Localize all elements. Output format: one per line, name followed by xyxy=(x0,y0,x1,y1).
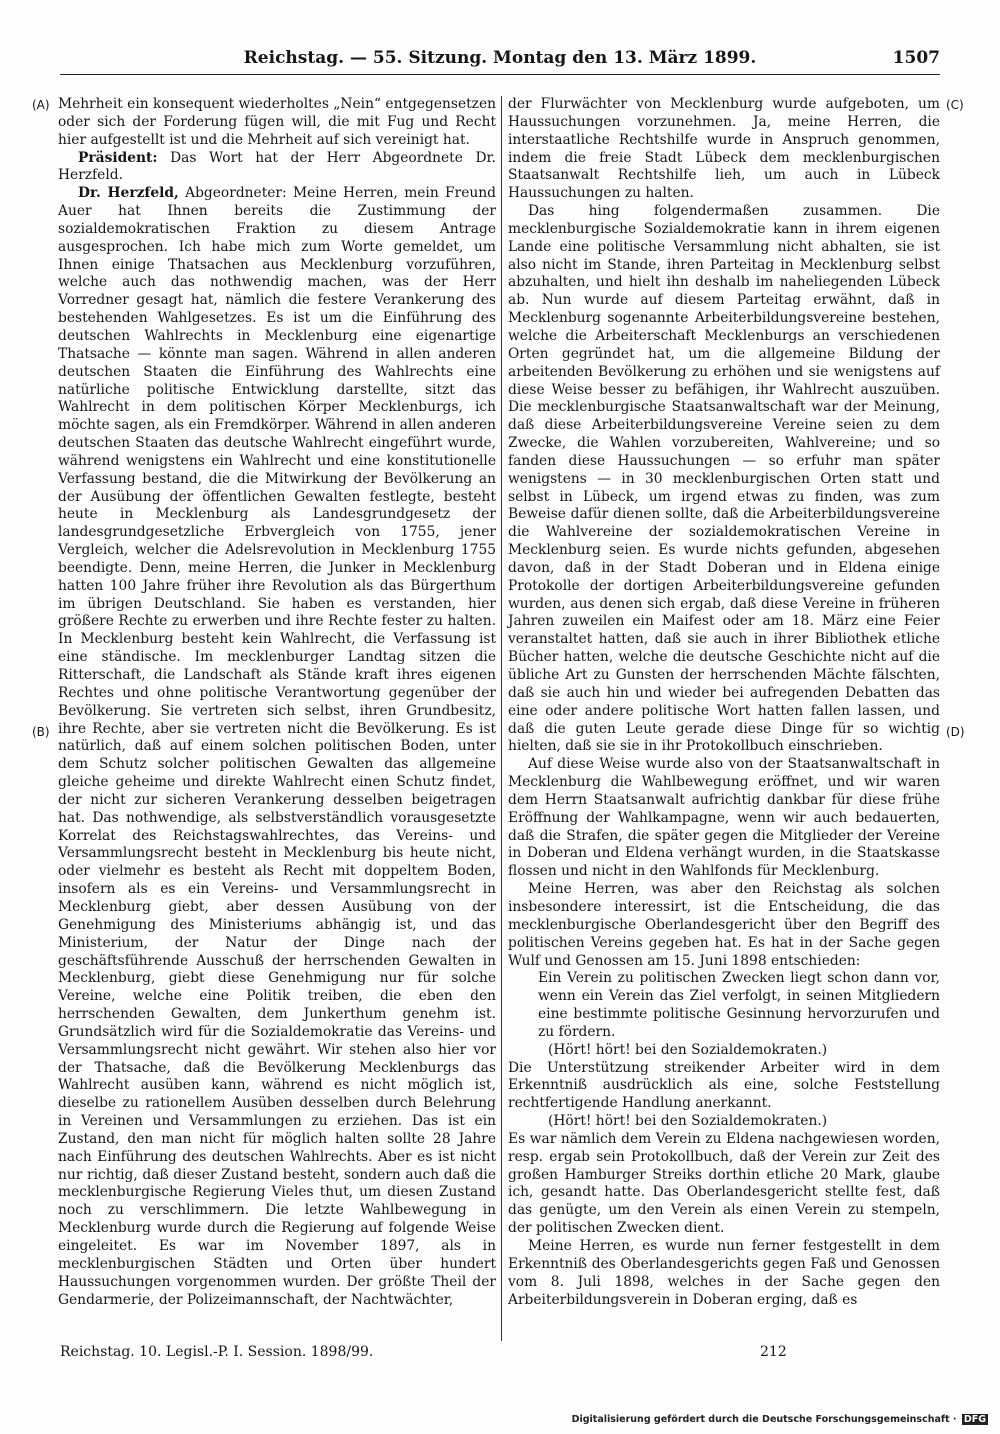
paragraph-text: Auf diese Weise wurde also von der Staatsanwaltschaft in Mecklenburg die Wahlbewegung eröffnet, und wir waren dem Herrn Staatsanwalt aufrichtig dankbar für diese frühe Eröffnung der Wahlkampagne, wenn wir auch bedauerten, daß die Strafen, die später gegen die Mitglieder der Vereine in Doberan und Eldena verhängt wurden, in die Staatskasse flossen und nicht in den Wahlfonds für Mecklenburg. xyxy=(508,756,940,880)
margin-marker-a: (A) xyxy=(32,98,50,112)
paragraph xyxy=(508,1113,940,1131)
running-header xyxy=(60,46,940,72)
paragraph-text: Die Unterstützung streikender Arbeiter wird in dem Erkenntniß ausdrücklich als eine, solche Feststellung rechtfertigende Handlung anerkannt. xyxy=(508,1059,940,1112)
dfg-logo: DFG xyxy=(963,1414,986,1425)
paragraph-text: Es war nämlich dem Verein zu Eldena nachgewiesen worden, resp. ergab sein Protokollbuch, daß der Verein zur Zeit des großen Hamburger Streiks dorthin etliche 20 Mark, glaube ich, gesandt hatte. Das Oberlandesgericht stellte fest, daß das genügte, um den Verein als einen Verein zu stempeln, der politischen Zwecken dient. xyxy=(508,1130,940,1237)
paragraph xyxy=(538,970,940,1041)
paragraph-text: Das hing folgendermaßen zusammen. Die mecklenburgische Sozialdemokratie kann in ihrem eigenen Lande eine politische Versammlung nicht abhalten, sie ist also nicht im Stande, ihren Parteitag in Mecklenburg selbst abzuhalten, und hielt ihn deshalb im naheliegenden Lübeck ab. Nun wurde auf diesem Parteitag erwähnt, daß in Mecklenburg sogenannte Arbeiterbildungsvereine bestehen, welche die Arbeiterschaft Mecklenburgs an verschiedenen Orten gegründet hat, um die allgemeine Bildung der arbeitenden Bevölkerung zu erhöhen und sie wenigstens auf diese Weise besser zu befähigen, ihr Wahlrecht auszuüben. Die mecklenburgische Staatsanwaltschaft war der Meinung, daß diese Arbeiterbildungsvereine Vereine seien zu dem Zwecke, die Wahlen vorzubereiten, Wahlvereine; und so fanden diese Haussuchungen — so erfuhr man später wenigstens — in 30 mecklenburgischen Orten statt und selbst in Lübeck, um irgend etwas zu finden, was zum Beweise dafür dienen sollte, daß die Arbeiterbildungsvereine die Wahlvereine der sozialdemokratischen Vereine in Mecklenburg seien. Es wurde nichts gefunden, abgesehen davon, daß in der Stadt Doberan und in Eldena einige Protokolle der dortigen Arbeiterbildungsvereine gefunden wurden, aus denen sich ergab, daß diese Vereine in früheren Jahren zuweilen ein Maifest oder am 18. März eine Feier veranstaltet hatten, daß sie auch in ihrer Bibliothek etliche Bücher hatten, welche die deutsche Geschichte nicht auf die übliche Art zu Gunsten der herrschenden Mächte fälschten, daß sie auch hin und wieder bei aufregenden Debatten das eine oder andere politische Wort hatten fallen lassen, und daß die guten Leute gerade diese Dinge für so wichtig hielten, daß sie sie in ihr Protokollbuch einschrieben. xyxy=(508,203,940,755)
paragraph xyxy=(58,150,496,186)
paragraph xyxy=(508,756,940,881)
paragraph xyxy=(508,1131,940,1238)
margin-marker-d: (D) xyxy=(946,725,965,739)
speaker-name: Präsident: xyxy=(78,149,158,166)
paragraph xyxy=(508,96,940,203)
column-separator xyxy=(501,96,502,1341)
paragraph xyxy=(508,881,940,970)
margin-marker-c: (C) xyxy=(946,98,964,112)
paragraph-text: Meine Herren, es wurde nun ferner festgestellt in dem Erkenntniß des Oberlandesgerichts gegen Faß und Genossen vom 8. Juli 1898, welches in der Sache gegen den Arbeiterbildungsverein in Doberan erging, daß es xyxy=(508,1238,940,1308)
header-title: Reichstag. — 55. Sitzung. Montag den 13. März 1899. xyxy=(243,48,757,68)
credit-text: Digitalisierung gefördert durch die Deutsche Forschungsgemeinschaft · xyxy=(571,1414,957,1425)
margin-marker-b: (B) xyxy=(32,725,50,739)
paragraph xyxy=(508,203,940,756)
paragraph-text: Abgeordneter: Meine Herren, mein Freund Auer hat Ihnen bereits die Zustimmung der sozialdemokratischen Fraktion zu diesem Antrage ausgesprochen. Ich habe mich zum Worte gemeldet, um Ihnen einige Thatsachen aus Mecklenburg vorzuführen, welche auch das nothwendig machen, was der Herr Vorredner gesagt hat, nämlich die festere Verankerung des bestehenden Wahlgesetzes. Es ist um die Einführung des deutschen Wahlrechts in Mecklenburg eine eigenartige Thatsache — könnte man sagen. Während in allen anderen deutschen Staaten die Einführung des Wahlrechts eine natürliche politische Entwicklung darstellte, sitzt das Wahlrecht in dem politischen Körper Mecklenburgs, ich möchte sagen, als ein Fremdkörper. Während in allen anderen deutschen Staaten das deutsche Wahlrecht eingeführt wurde, während wenigstens ein Wahlrecht und eine konstitutionelle Verfassung bestand, die die Mitwirkung der Bevölkerung an der Ausübung der öffentlichen Gewalten festlegte, besteht heute in Mecklenburg als Landesgrundgesetz der landesgrundgesetzliche Erbvergleich von 1755, jener Vergleich, welcher die Adelsrevolution in Mecklenburg 1755 beendigte. Denn, meine Herren, die Junker in Mecklenburg hatten 100 Jahre früher ihre Revolution als das Bürgerthum im übrigen Deutschland. Sie haben es verstanden, hier größere Rechte zu erwerben und ihre Rechte fester zu halten. In Mecklenburg besteht kein Wahlrecht, die Verfassung ist eine ständische. Im mecklenburger Landtag sitzen die Ritterschaft, die Landschaft als Stände kraft ihres eigenen Rechtes und ohne politische Verantwortung gegenüber der Bevölkerung. Sie vertreten sich selbst, ihren Grundbesitz, ihre Rechte, aber sie vertreten nicht die Bevölkerung. Es ist natürlich, daß auf einem solchen politischen Boden, unter dem Schutz solcher politischen Gewalten das allgemeine gleiche geheime und direkte Wahlrecht einen Schutz findet, der nicht zur sicheren Verankerung desselben beigetragen hat. Das nothwendige, als selbstverständlich vorausgesetzte Korrelat des Reichstagswahlrechtes, das Vereins- und Versammlungsrecht besteht in Mecklenburg bis heute nicht, oder vielmehr es besteht als Recht mit doppeltem Boden, insofern als es ein Vereins- und Versammlungsrecht in Mecklenburg giebt, aber dessen Ausübung von der Genehmigung des Ministeriums abhängig ist, und das Ministerium, der Natur der Dinge nach der geschäftsführende Ausschuß der herrschenden Gewalten in Mecklenburg, giebt diese Genehmigung nur für solche Vereine, welche eine Politik treiben, die eben den herrschenden Gewalten, dem Junkerthum genehm ist. Grundsätzlich wird für die Sozialdemokratie das Vereins- und Versammlungsrecht nicht gewährt. Wir stehen also hier vor der Thatsache, daß die Bevölkerung Mecklenburgs das Wahlrecht ausüben kann, während es nicht möglich ist, dieselbe zu rationellem Ausüben desselben durch Belehrung in Vereinen und Versammlungen zu erziehen. Das ist ein Zustand, den man nicht für möglich halten sollte 28 Jahre nach Einführung des deutschen Wahlrechts. Aber es ist nicht nur richtig, daß dieser Zustand besteht, sondern auch daß die mecklenburgische Regierung Vieles thut, um diesen Zustand noch zu verschlimmern. Die letzte Wahlbewegung in Mecklenburg wurde durch die Regierung auf folgende Weise eingeleitet. Es war im November 1897, als in mecklenburgischen Städten und Orten über hundert Haussuchungen vorgenommen wurden. Der größte Theil der Gendarmerie, der Polizeimannschaft, der Nachtwächter, xyxy=(58,185,496,1308)
paragraph-text: (Hört! hört! bei den Sozialdemokraten.) xyxy=(548,1041,828,1058)
paragraph-text: Mehrheit ein konsequent wiederholtes „Nein“ entgegensetzen oder sich der Forderung fügen will, die mit Fug und Recht hier aufgestellt ist und die Mehrheit auf sich vereinigt hat. xyxy=(58,96,496,148)
footer-sheet-number: 212 xyxy=(760,1344,787,1360)
paragraph-text: Ein Verein zu politischen Zwecken liegt schon dann vor, wenn ein Verein das Ziel verfolgt, in seinen Mitgliedern eine bestimmte politische Gesinnung hervorzurufen und zu fördern. xyxy=(538,970,940,1040)
footer-session-info: Reichstag. 10. Legisl.-P. I. Session. 1898/99. xyxy=(60,1344,374,1360)
paragraph-text: (Hört! hört! bei den Sozialdemokraten.) xyxy=(548,1113,828,1130)
paragraph xyxy=(508,1238,940,1309)
digitization-credit xyxy=(572,1414,988,1425)
right-column xyxy=(508,96,940,1309)
paragraph-text: Meine Herren, was aber den Reichstag als solchen insbesondere interessirt, ist die Entscheidung, die das mecklenburgische Oberlandesgericht über den Begriff des politischen Vereins gegeben hat. Es hat in der Sache gegen Wulf und Genossen am 15. Juni 1898 entschieden: xyxy=(508,881,940,969)
paragraph xyxy=(58,96,496,150)
left-column xyxy=(58,96,496,1309)
header-rule xyxy=(60,74,940,75)
paragraph-text: Das Wort hat der Herr Abgeordnete Dr. Herzfeld. xyxy=(58,149,496,184)
paragraph xyxy=(58,185,496,1309)
speaker-name: Dr. Herzfeld, xyxy=(78,185,179,202)
page-number: 1507 xyxy=(892,48,940,68)
paragraph xyxy=(508,1060,940,1114)
paragraph-text: der Flurwächter von Mecklenburg wurde aufgeboten, um Haussuchungen vorzunehmen. Ja, meine Herren, die interstaatliche Rechtshilfe wurde in Anspruch genommen, indem die freie Stadt Lübeck dem mecklenburgischen Staatsanwalt Rechtshilfe lieh, um auch in Lübeck Haussuchungen zu halten. xyxy=(508,96,940,202)
paragraph xyxy=(508,1042,940,1060)
